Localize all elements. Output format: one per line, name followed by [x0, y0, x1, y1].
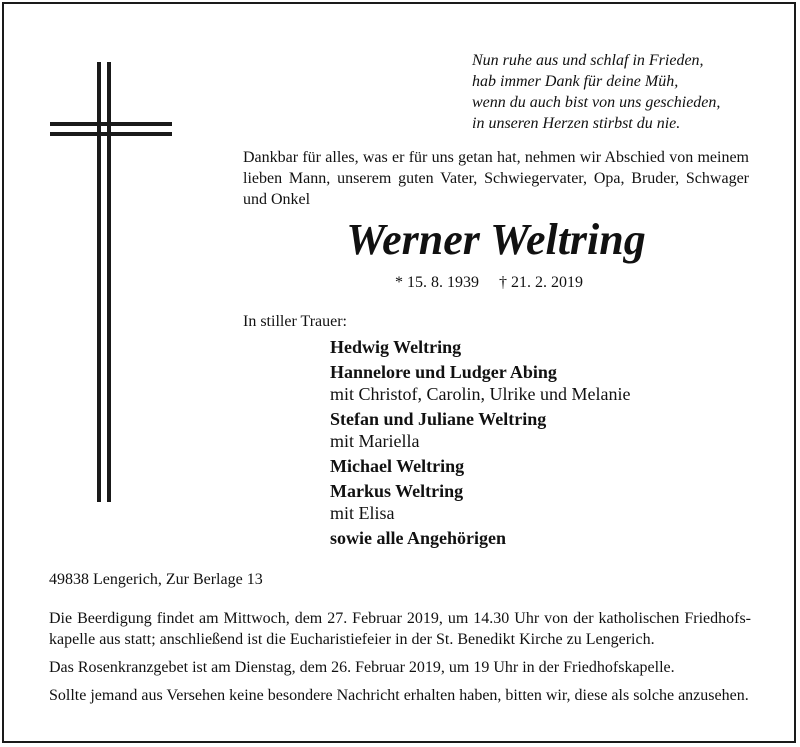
poem-line: hab immer Dank für deine Müh, — [472, 73, 679, 90]
family-name: Michael Weltring — [330, 456, 465, 476]
family-entry — [330, 361, 630, 405]
family-entry — [330, 455, 630, 477]
family-name: Stefan und Juliane Weltring — [330, 409, 547, 429]
address: 49838 Lengerich, Zur Berlage 13 — [49, 571, 263, 588]
family-entry — [330, 527, 630, 549]
poem-line: Nun ruhe aus und schlaf in Frieden, — [472, 52, 704, 69]
family-sub: mit Mariella — [330, 431, 420, 451]
family-entry — [330, 480, 630, 524]
family-name: Hedwig Weltring — [330, 337, 462, 357]
family-list — [330, 336, 630, 552]
cross-icon — [50, 62, 172, 502]
info-note: Sollte jemand aus Versehen keine besondere Nachricht erhalten haben, bitten wir, diese als solche anzusehen. — [49, 687, 749, 704]
poem — [472, 50, 720, 134]
rosary-notice: Das Rosenkranzgebet ist am Dienstag, dem 26. Februar 2019, um 19 Uhr in der Friedhofskapelle. — [49, 659, 675, 676]
notices — [49, 608, 751, 713]
family-sub: mit Christof, Carolin, Ulrike und Melanie — [330, 384, 631, 404]
family-name: sowie alle Angehörigen — [330, 528, 506, 548]
family-name: Markus Weltring — [330, 481, 464, 501]
family-sub: mit Elisa — [330, 503, 395, 523]
family-name: Hannelore und Ludger Abing — [330, 362, 557, 382]
poem-line: in unseren Herzen stirbst du nie. — [472, 115, 681, 132]
family-entry — [330, 336, 630, 358]
birth-date: * 15. 8. 1939 — [395, 274, 479, 291]
poem-line: wenn du auch bist von uns geschieden, — [472, 94, 721, 111]
mourning-label: In stiller Trauer: — [243, 313, 347, 330]
death-date: † 21. 2. 2019 — [499, 274, 583, 291]
funeral-notice: Die Beerdigung findet am Mittwoch, dem 27. Februar 2019, um 14.30 Uhr von der katholischen Friedhofskapelle aus statt; anschließend ist die Eucharistiefeier in der St. Benedikt Kirche zu Lengerich. — [49, 610, 751, 648]
life-dates — [395, 272, 583, 293]
family-entry — [330, 408, 630, 452]
deceased-name: Werner Weltring — [346, 215, 646, 264]
intro-text: Dankbar für alles, was er für uns getan hat, nehmen wir Abschied von meinem lieben Mann, unserem guten Vater, Schwiegervater, Opa, Bruder, Schwager und Onkel — [243, 149, 749, 208]
